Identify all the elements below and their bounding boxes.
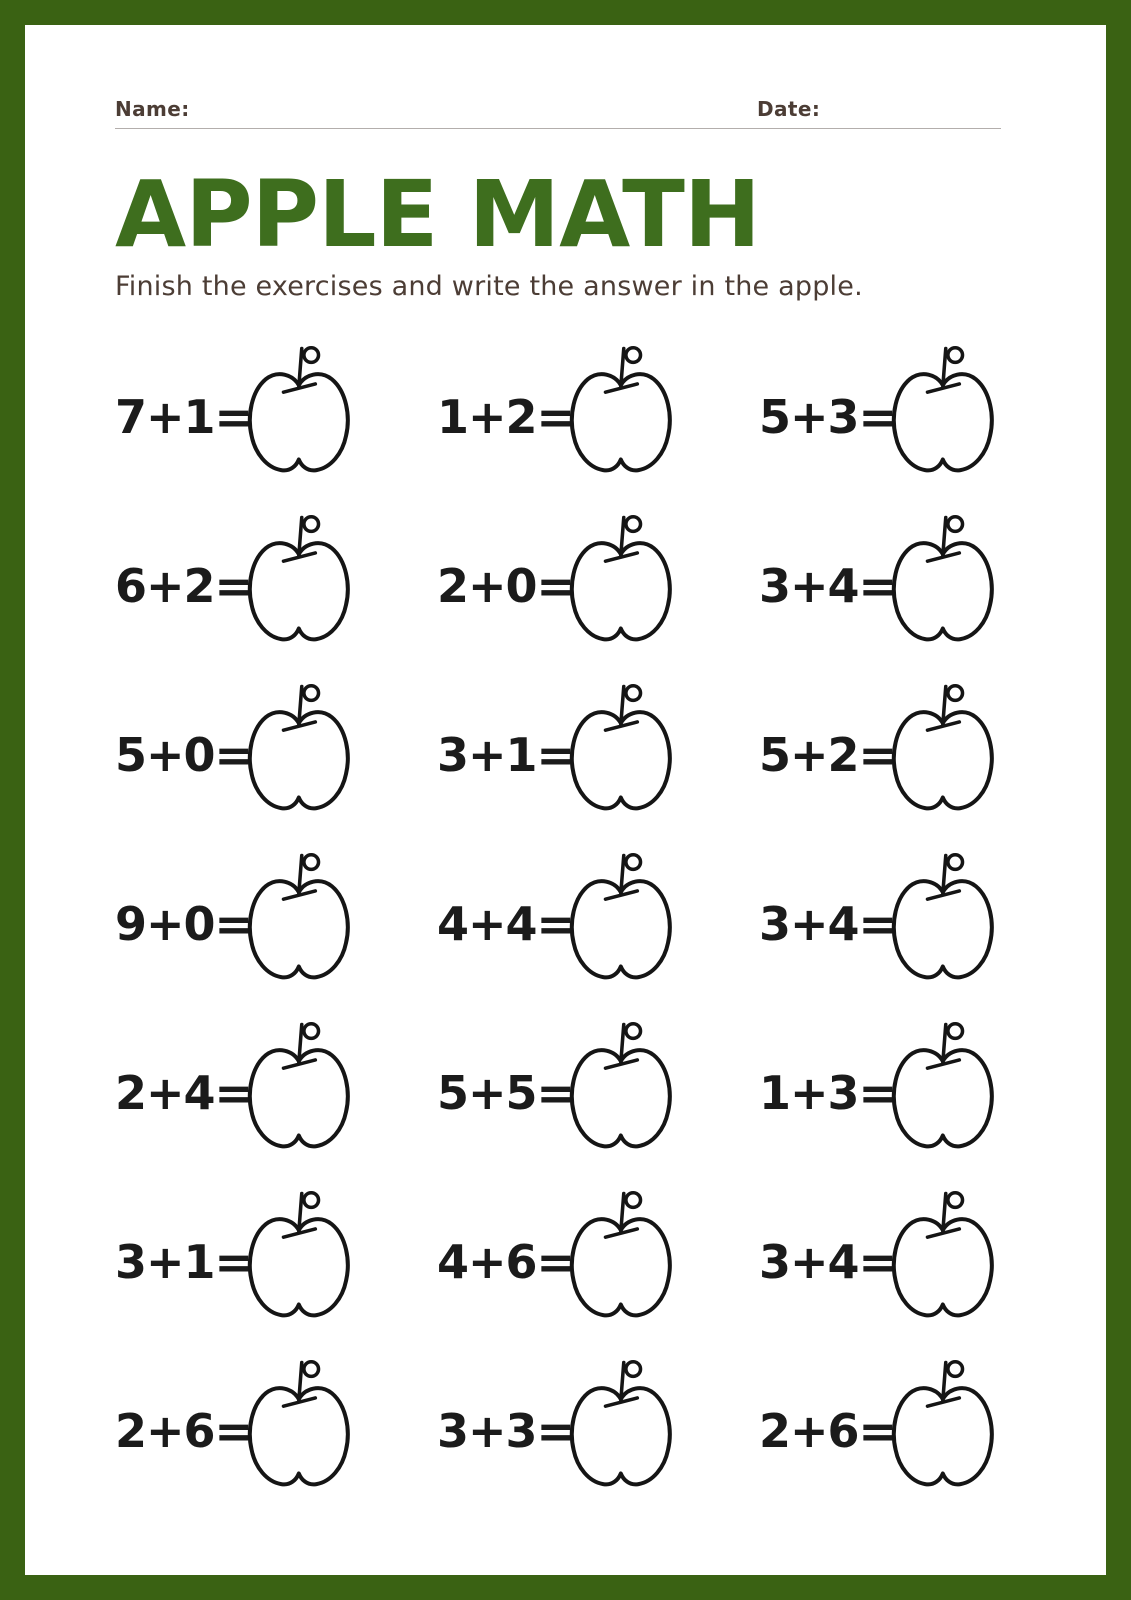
- apple-outline-icon[interactable]: [885, 1187, 1003, 1337]
- exercise-expression: 3+4=: [759, 558, 897, 613]
- exercise-cell: [437, 501, 759, 670]
- exercise-cell: [115, 1346, 437, 1515]
- worksheet-content: [25, 25, 1106, 1515]
- apple-outline-icon[interactable]: [885, 1018, 1003, 1168]
- exercise-cell: [759, 670, 1081, 839]
- worksheet-title: APPLE MATH: [115, 161, 760, 268]
- exercise-expression: 5+0=: [115, 727, 253, 782]
- apple-outline-icon[interactable]: [241, 1356, 359, 1506]
- exercise-cell: [759, 1346, 1081, 1515]
- name-date-fields[interactable]: [115, 97, 1001, 129]
- exercise-cell: [759, 501, 1081, 670]
- exercise-cell: [115, 1008, 437, 1177]
- apple-outline-icon[interactable]: [885, 342, 1003, 492]
- exercise-cell: [437, 670, 759, 839]
- apple-outline-icon[interactable]: [563, 849, 681, 999]
- exercise-expression: 5+5=: [437, 1065, 575, 1120]
- exercise-expression: 2+0=: [437, 558, 575, 613]
- apple-outline-icon[interactable]: [241, 1187, 359, 1337]
- exercise-expression: 5+3=: [759, 389, 897, 444]
- name-label: Name:: [115, 97, 190, 121]
- exercise-cell: [437, 1177, 759, 1346]
- exercise-expression: 6+2=: [115, 558, 253, 613]
- apple-outline-icon[interactable]: [885, 1356, 1003, 1506]
- exercise-expression: 3+4=: [759, 896, 897, 951]
- exercise-cell: [115, 839, 437, 1008]
- apple-outline-icon[interactable]: [885, 849, 1003, 999]
- exercise-expression: 3+4=: [759, 1234, 897, 1289]
- exercise-expression: 4+4=: [437, 896, 575, 951]
- apple-outline-icon[interactable]: [241, 342, 359, 492]
- exercise-grid: [115, 332, 1046, 1515]
- exercise-expression: 2+6=: [115, 1403, 253, 1458]
- apple-outline-icon[interactable]: [241, 1018, 359, 1168]
- exercise-expression: 1+2=: [437, 389, 575, 444]
- exercise-cell: [437, 839, 759, 1008]
- exercise-cell: [437, 1008, 759, 1177]
- exercise-expression: 9+0=: [115, 896, 253, 951]
- exercise-cell: [437, 1346, 759, 1515]
- apple-outline-icon[interactable]: [563, 342, 681, 492]
- apple-outline-icon[interactable]: [241, 511, 359, 661]
- exercise-cell: [759, 1177, 1081, 1346]
- apple-outline-icon[interactable]: [241, 849, 359, 999]
- worksheet-instructions: Finish the exercises and write the answer in the apple.: [115, 271, 863, 302]
- apple-outline-icon[interactable]: [563, 1187, 681, 1337]
- apple-outline-icon[interactable]: [241, 680, 359, 830]
- exercise-cell: [115, 332, 437, 501]
- apple-outline-icon[interactable]: [563, 1018, 681, 1168]
- exercise-cell: [115, 501, 437, 670]
- exercise-cell: [115, 1177, 437, 1346]
- exercise-expression: 3+1=: [115, 1234, 253, 1289]
- apple-outline-icon[interactable]: [885, 680, 1003, 830]
- exercise-expression: 2+6=: [759, 1403, 897, 1458]
- exercise-expression: 1+3=: [759, 1065, 897, 1120]
- exercise-expression: 3+1=: [437, 727, 575, 782]
- date-label: Date:: [757, 97, 821, 121]
- exercise-cell: [759, 839, 1081, 1008]
- exercise-expression: 4+6=: [437, 1234, 575, 1289]
- exercise-expression: 3+3=: [437, 1403, 575, 1458]
- exercise-cell: [437, 332, 759, 501]
- apple-outline-icon[interactable]: [563, 511, 681, 661]
- apple-outline-icon[interactable]: [563, 1356, 681, 1506]
- exercise-expression: 7+1=: [115, 389, 253, 444]
- exercise-cell: [759, 332, 1081, 501]
- exercise-cell: [115, 670, 437, 839]
- exercise-expression: 2+4=: [115, 1065, 253, 1120]
- exercise-cell: [759, 1008, 1081, 1177]
- exercise-expression: 5+2=: [759, 727, 897, 782]
- apple-outline-icon[interactable]: [885, 511, 1003, 661]
- apple-outline-icon[interactable]: [563, 680, 681, 830]
